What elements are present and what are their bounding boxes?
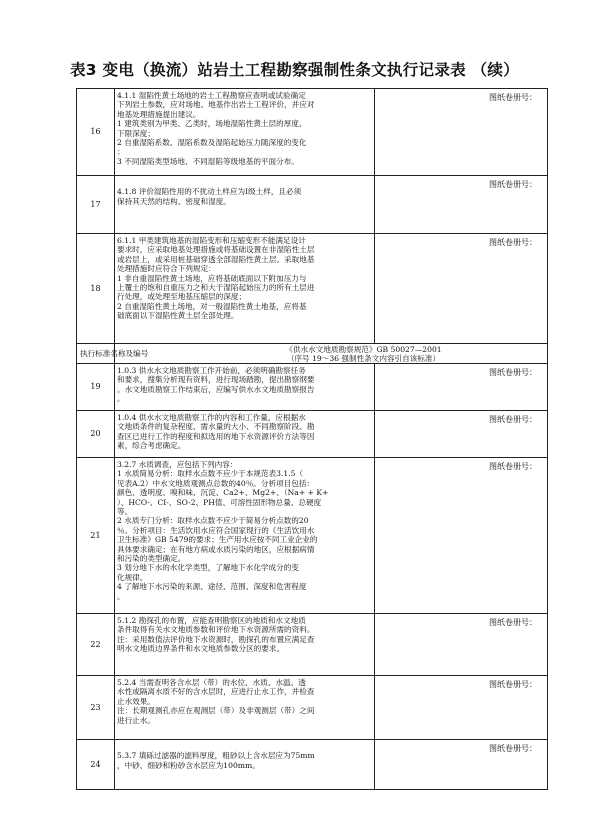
table-row	[77, 364, 548, 411]
clause-line: ）、HCO-、CI-、SO-2、PH值、可溶性固形物总量、总硬度	[117, 497, 322, 507]
table-group-a	[77, 89, 548, 344]
drawing-volume-label: 图纸卷册号：	[489, 462, 537, 471]
clause-line: 下限深度；	[117, 128, 155, 138]
clause-line	[117, 178, 371, 187]
clause-line: 水性或隔离水质不好的含水层时，应进行止水工作，并检查	[117, 687, 315, 697]
drawing-volume-label: 图纸卷册号：	[489, 180, 537, 189]
clause-text	[115, 676, 375, 740]
clause-line: 颜色、透明度、嗅和味、沉淀、Ca2+、Mg2+、（Na+ + K+	[117, 488, 329, 498]
table-row	[77, 458, 548, 614]
drawing-volume-cell	[375, 614, 548, 676]
clause-text	[115, 411, 375, 458]
drawing-volume-cell	[375, 234, 548, 344]
clause-line: 1 水质简易分析：取样水点数不应少于本规范表3.1.5（	[117, 469, 304, 479]
standard-header-row	[77, 344, 548, 364]
clause-text	[115, 234, 375, 344]
page-title: 表3 变电（换流）站岩土工程勘察强制性条文执行记录表 （续）	[69, 61, 520, 79]
table-row	[77, 614, 548, 676]
clause-line: ，中砂、细砂和粉砂含水层应为100mm。	[117, 760, 260, 770]
table-row	[77, 411, 548, 458]
clause-line: 2 自重湿陷系数、湿陷系数及湿陷起始压力随深度的变化	[117, 138, 307, 148]
clause-line: 处理措施时应符合下列规定：	[117, 264, 216, 274]
drawing-volume-cell	[375, 89, 548, 176]
clause-line: 上覆土的饱和自重压力之和大于湿陷起始压力的所有土层进	[117, 283, 315, 293]
clause-line: 素，综合考虑确定。	[117, 441, 186, 451]
clause-line: 卫生标准》GB 5479的要求；生产用水应按不同工业企业的	[117, 535, 318, 545]
record-table	[76, 88, 548, 790]
drawing-volume-cell	[375, 740, 548, 790]
clause-text	[115, 176, 375, 234]
clause-line: 行处理，或处理至地基压缩层的深度；	[117, 292, 247, 302]
clause-line: 止水效果。	[117, 696, 155, 706]
drawing-volume-cell	[375, 411, 548, 458]
drawing-volume-label: 图纸卷册号：	[489, 93, 537, 102]
clause-line: 保持其天然的结构、密度和湿度。	[117, 196, 231, 206]
table-row	[77, 89, 548, 176]
clause-line: 1.0.4 供水水文地质勘察工作的内容和工作量，应根据水	[117, 413, 306, 422]
item-number: 20	[77, 411, 115, 458]
clause-line: 等。	[117, 507, 133, 517]
item-number: 22	[77, 614, 115, 676]
clause-line: 进行止水。	[117, 715, 155, 725]
clause-line: 3 划分地下水的水化学类型，了解地下水化学成分的变	[117, 563, 299, 573]
drawing-volume-label: 图纸卷册号：	[489, 680, 537, 689]
table-row	[77, 234, 548, 344]
clause-line: 注：采用数值法评价地下水资源时，勘探孔的布置应满足查	[117, 634, 315, 644]
clause-text	[115, 614, 375, 676]
clause-line: 注：长期观测孔亦应在观测层（带）及非观测层（带）之间	[117, 706, 315, 716]
drawing-volume-label: 图纸卷册号：	[489, 238, 537, 247]
standard-value	[180, 345, 547, 363]
clause-line: 6.1.1 甲类建筑地基的湿陷变形和压缩变形不能满足设计	[117, 236, 306, 245]
item-number: 24	[77, 740, 115, 790]
clause-line: 3.2.7 水质调查，应包括下列内容：	[117, 460, 238, 469]
clause-line: 见表A.2）中水文地质观测点总数的40％。分析项目包括：	[117, 478, 315, 488]
clause-line: 2 自重湿陷性黄土场地，对一般湿陷性黄土地基，应将基	[117, 301, 307, 311]
drawing-volume-cell	[375, 458, 548, 614]
item-number: 19	[77, 364, 115, 411]
clause-line: 条件取得有关水文地质参数和评价地下水资源所需的资料。	[117, 625, 315, 635]
clause-line: 4 了解地下水污染的来源、途径、范围、深度和危害程度	[117, 582, 307, 592]
clause-line: 4.1.1 湿陷性黄土场地的岩土工程勘察应查明或试验确定	[117, 91, 306, 100]
clause-line: 1 非自重湿陷性黄土场地，应将基础底面以下附加压力与	[117, 273, 307, 283]
drawing-volume-label: 图纸卷册号：	[489, 744, 537, 753]
clause-line: 或岩层上，或采用桩基础穿透全部湿陷性黄土层。采取地基	[117, 254, 315, 264]
clause-line: 5.2.4 当需查明各含水层（带）的水位、水质、水温、透	[117, 678, 306, 687]
clause-text	[115, 458, 375, 614]
clause-line: 1 建筑类别为甲类、乙类时，场地湿陷性黄土层的厚度、	[117, 119, 307, 129]
clause-text	[115, 740, 375, 790]
clause-line: 和要求，搜集分析现有资料，进行现场踏勘，提出勘察纲要	[117, 375, 315, 385]
table-group-b	[77, 364, 548, 790]
clause-text	[115, 364, 375, 411]
clause-line: 查区已进行工作的程度和拟选用的地下水资源评价方法等因	[117, 431, 315, 441]
drawing-volume-label: 图纸卷册号：	[489, 415, 537, 424]
clause-line: 。	[117, 591, 125, 601]
drawing-volume-cell	[375, 176, 548, 234]
clause-line: 础底面以下湿陷性黄土层全部处理。	[117, 311, 239, 321]
drawing-volume-cell	[375, 676, 548, 740]
clause-line: 。水文地质勘察工作结束后，应编写供水水文地质勘察报告	[117, 384, 315, 394]
clause-line: 1.0.3 供水水文地质勘察工作开始前，必须明确勘察任务	[117, 366, 306, 375]
drawing-volume-label: 图纸卷册号：	[489, 618, 537, 627]
item-number: 16	[77, 89, 115, 176]
clause-line	[117, 742, 371, 751]
clause-line: 4.1.8 评价湿陷性用的不扰动土样应为Ⅰ级土样，且必须	[117, 187, 302, 197]
table-row	[77, 740, 548, 790]
drawing-volume-label: 图纸卷册号：	[489, 368, 537, 377]
standard-value-cell	[80, 344, 548, 364]
item-number: 17	[77, 176, 115, 234]
table-row	[77, 676, 548, 740]
table-row	[77, 176, 548, 234]
clause-line: 和污染的类型确定。	[117, 554, 186, 564]
item-number: 21	[77, 458, 115, 614]
clause-line: 3 不同湿陷类型场地、不同湿陷等级地基的平面分布。	[117, 156, 299, 166]
clause-line: 地基处理措施提出建议。	[117, 109, 201, 119]
clause-line: 。	[117, 394, 125, 404]
standard-name-line: 《供水水文地质勘察规范》GB 50027—2001	[285, 344, 442, 354]
clause-line: 文地质条件的复杂程度、需水量的大小、不同勘察阶段、勘	[117, 422, 315, 432]
clause-line: ％。分析项目：生活饮用水应符合国家现行的《生活饮用水	[117, 525, 315, 535]
standard-scope-line: （序号 19～36 强制性条文内容引自该标准）	[286, 353, 441, 363]
clause-line: 要求时，应采取地基处理措施或将基础设置在非湿陷性土层	[117, 245, 315, 255]
clause-line: 具体要求确定；在有地方病或水质污染的地区，应根据病情	[117, 544, 315, 554]
drawing-volume-cell	[375, 364, 548, 411]
clause-line: 5.1.2 勘探孔的布置，应能查明勘察区的地质和水文地质	[117, 616, 306, 625]
item-number: 18	[77, 234, 115, 344]
clause-line: 5.3.7 填砾过滤器的滤料厚度，粗砂以上含水层应为75mm	[117, 751, 315, 761]
clause-text	[115, 89, 375, 176]
clause-line: 明水文地质边界条件和水文地质参数分区的要求。	[117, 644, 285, 654]
standard-label: 执行标准名称及编号	[80, 348, 149, 358]
clause-line: 2 水质专门分析：取样水点数不应少于简易分析点数的20	[117, 516, 309, 526]
clause-line: 下列岩土参数，应对场地、地基作出岩土工程评价，并应对	[117, 100, 315, 110]
item-number: 23	[77, 676, 115, 740]
clause-line: 化规律。	[117, 572, 148, 582]
clause-line: ；	[117, 147, 125, 157]
standard-header-group	[77, 344, 548, 364]
